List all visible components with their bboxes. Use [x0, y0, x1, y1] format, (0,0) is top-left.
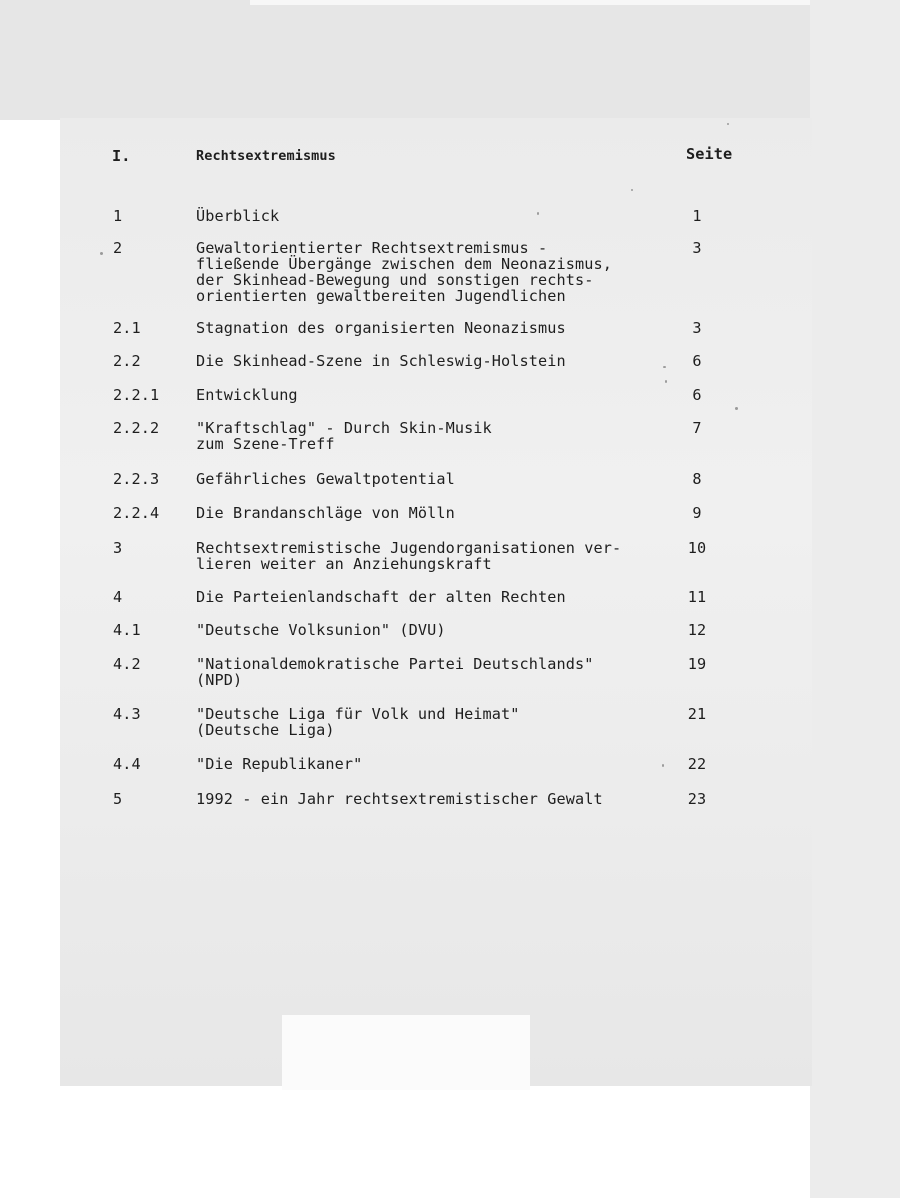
entry-page: 7 — [692, 419, 702, 437]
entry-title: Die Skinhead-Szene in Schleswig-Holstein — [196, 352, 566, 370]
entry-title: Die Parteienlandschaft der alten Rechten — [196, 588, 566, 606]
entry-page: 3 — [692, 319, 702, 337]
entry-title: "Nationaldemokratische Partei Deutschlands" (NPD) — [196, 655, 594, 689]
entry-number: 4.2 — [113, 655, 141, 673]
entry-number: 1 — [113, 207, 123, 225]
page-column-label: Seite — [686, 145, 733, 163]
entry-number: 5 — [113, 790, 123, 808]
entry-number: 4 — [113, 588, 123, 606]
entry-number: 4.1 — [113, 621, 141, 639]
entry-number: 2.2.2 — [113, 419, 160, 437]
entry-number: 4.4 — [113, 755, 141, 773]
entry-title: Gefährliches Gewaltpotential — [196, 470, 455, 488]
section-title: Rechtsextremismus — [196, 148, 336, 164]
entry-page: 3 — [692, 239, 702, 257]
entry-number: 2.1 — [113, 319, 141, 337]
entry-page: 19 — [687, 655, 707, 673]
entry-page: 22 — [687, 755, 707, 773]
entry-page: 8 — [692, 470, 702, 488]
entry-number: 2.2.3 — [113, 470, 160, 488]
entry-page: 6 — [692, 352, 702, 370]
entry-page: 1 — [692, 207, 702, 225]
entry-title: "Deutsche Volksunion" (DVU) — [196, 621, 446, 639]
entry-title: Gewaltorientierter Rechtsextremismus - fließende Übergänge zwischen dem Neonazismus, der Skinhead-Bewegung und sonstigen rechts- orientierten gewaltbereiten Jugendlichen — [196, 239, 612, 305]
entry-number: 4.3 — [113, 705, 141, 723]
entry-page: 12 — [687, 621, 707, 639]
entry-page: 10 — [687, 539, 707, 557]
entry-title: "Kraftschlag" - Durch Skin-Musik zum Szene-Treff — [196, 419, 492, 453]
entry-page: 23 — [687, 790, 707, 808]
entry-title: "Die Republikaner" — [196, 755, 363, 773]
entry-title: Rechtsextremistische Jugendorganisationen ver- lieren weiter an Anziehungskraft — [196, 539, 622, 573]
entry-title: "Deutsche Liga für Volk und Heimat" (Deutsche Liga) — [196, 705, 520, 739]
entry-title: 1992 - ein Jahr rechtsextremistischer Gewalt — [196, 790, 603, 808]
entry-title: Überblick — [196, 207, 280, 225]
entry-page: 6 — [692, 386, 702, 404]
entry-page: 11 — [687, 588, 707, 606]
entry-title: Die Brandanschläge von Mölln — [196, 504, 455, 522]
entry-title: Stagnation des organisierten Neonazismus — [196, 319, 566, 337]
entry-page: 9 — [692, 504, 702, 522]
entry-number: 2.2.4 — [113, 504, 160, 522]
entry-number: 2.2.1 — [113, 386, 160, 404]
entry-number: 2 — [113, 239, 123, 257]
entry-number: 2.2 — [113, 352, 141, 370]
entry-title: Entwicklung — [196, 386, 298, 404]
entry-page: 21 — [687, 705, 707, 723]
section-number: I. — [112, 147, 131, 165]
entry-number: 3 — [113, 539, 123, 557]
